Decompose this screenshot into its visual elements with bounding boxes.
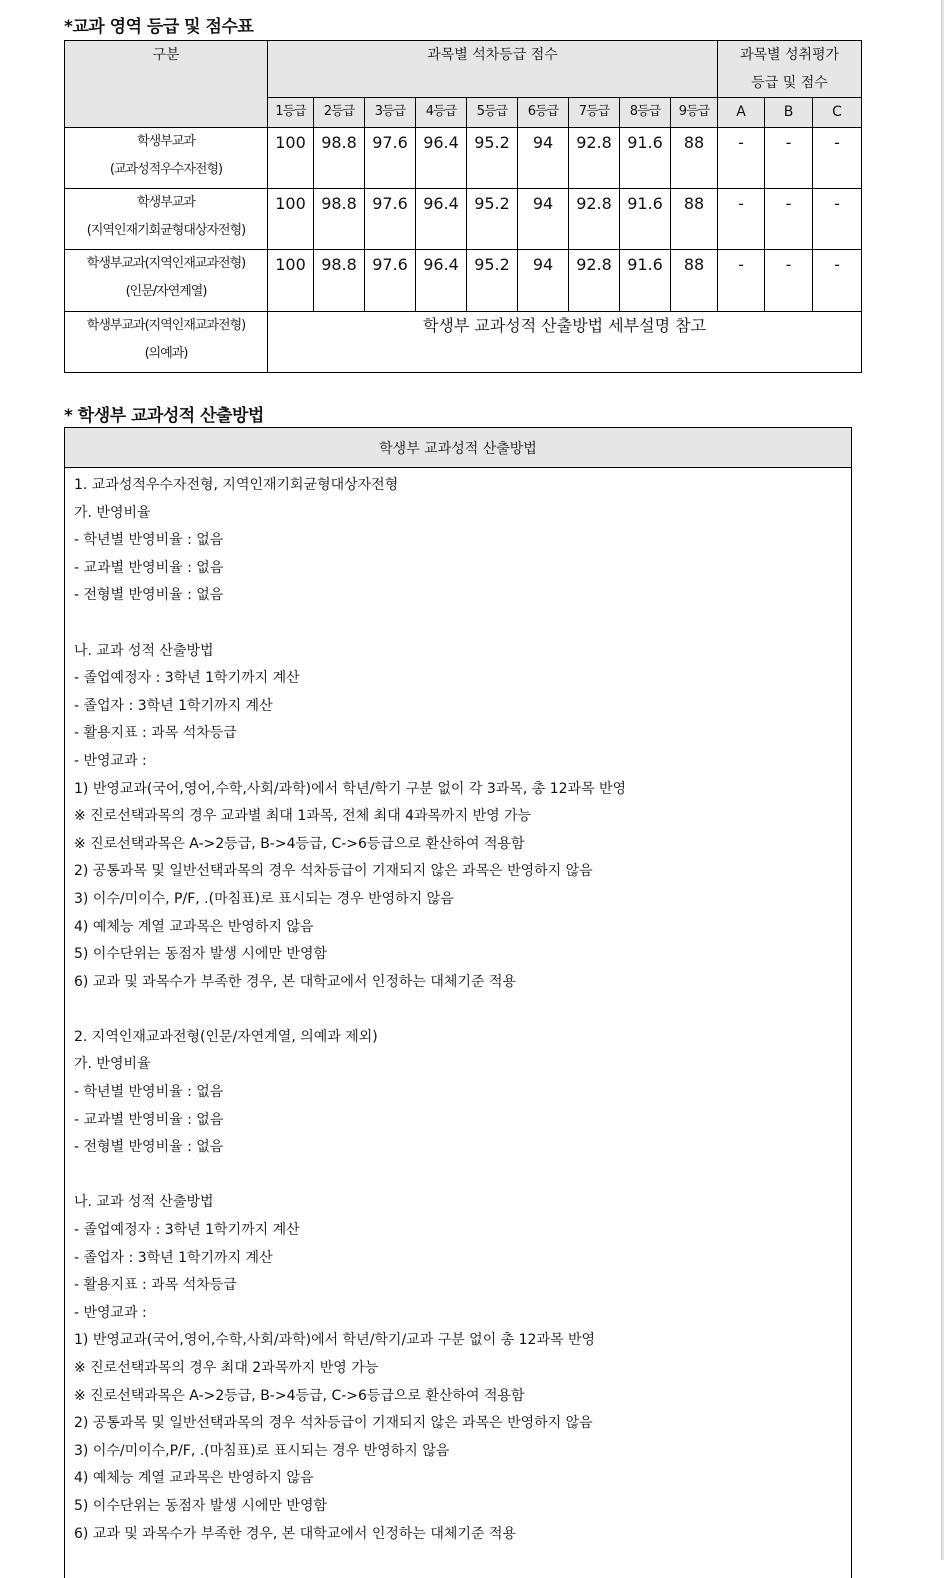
method-line: - 학년별 반영비율 : 없음 (74, 532, 224, 549)
method-line: - 활용지표 : 과목 석차등급 (74, 725, 237, 742)
method-line: - 전형별 반영비율 : 없음 (74, 587, 224, 604)
row-category-name: 학생부교과(지역인재교과전형) (86, 256, 246, 271)
row-category (65, 128, 268, 189)
method-line: - 졸업예정자 : 3학년 1학기까지 계산 (74, 1222, 300, 1239)
method-line: - 활용지표 : 과목 석차등급 (74, 1277, 237, 1294)
grade-score-cell: 91.6 (620, 250, 671, 312)
header-achievement (718, 41, 862, 98)
header-grade: 6등급 (518, 98, 569, 128)
reference-note: 학생부 교과성적 산출방법 세부설명 참고 (268, 312, 862, 373)
table-row (65, 312, 862, 373)
header-grade: 2등급 (314, 98, 365, 128)
header-grade: 9등급 (671, 98, 718, 128)
method-line: 2) 공통과목 및 일반선택과목의 경우 석차등급이 기재되지 않은 과목은 반영하지 않음 (74, 863, 593, 880)
achievement-score-cell: - (813, 128, 862, 189)
header-grade: 7등급 (569, 98, 620, 128)
grade-table-title: *교과 영역 등급 및 점수표 (64, 17, 254, 37)
method-line (74, 1162, 842, 1190)
row-category-sub: (지역인재기회균형대상자전형) (86, 223, 246, 238)
method-title: * 학생부 교과성적 산출방법 (64, 406, 264, 426)
grade-score-cell: 98.8 (314, 250, 365, 312)
method-line: - 교과별 반영비율 : 없음 (74, 559, 224, 576)
grade-score-cell: 88 (671, 128, 718, 189)
grade-score-cell: 100 (268, 128, 314, 189)
method-line: 3) 이수/미이수,P/F, .(마침표)로 표시되는 경우 반영하지 않음 (74, 1442, 450, 1459)
method-line: 가. 반영비율 (74, 504, 151, 521)
method-line: 1) 반영교과(국어,영어,수학,사회/과학)에서 학년/학기/교과 구분 없이 총 12과목 반영 (74, 1332, 596, 1349)
achievement-score-cell: - (718, 250, 765, 312)
achievement-score-cell: - (718, 189, 765, 250)
method-table (64, 427, 852, 1578)
row-category-sub: (의예과) (144, 346, 188, 361)
method-line: 5) 이수단위는 동점자 발생 시에만 반영함 (74, 946, 328, 963)
grade-score-cell: 94 (518, 250, 569, 312)
method-header: 학생부 교과성적 산출방법 (65, 428, 852, 468)
method-line: 3) 이수/미이수, P/F, .(마침표)로 표시되는 경우 반영하지 않음 (74, 890, 454, 907)
grade-score-cell: 100 (268, 189, 314, 250)
table-row (65, 250, 862, 312)
achievement-score-cell: - (765, 189, 813, 250)
grade-score-cell: 95.2 (467, 189, 518, 250)
method-line: 5) 이수단위는 동점자 발생 시에만 반영함 (74, 1497, 328, 1514)
method-content (65, 468, 852, 1578)
header-grade: 4등급 (416, 98, 467, 128)
method-line (74, 610, 842, 638)
row-category-name: 학생부교과 (137, 134, 195, 149)
grade-score-cell: 96.4 (416, 128, 467, 189)
grade-score-cell: 94 (518, 128, 569, 189)
method-line: ※ 진로선택과목은 A->2등급, B->4등급, C->6등급으로 환산하여 적용함 (74, 1387, 525, 1404)
method-line: 6) 교과 및 과목수가 부족한 경우, 본 대학교에서 인정하는 대체기준 적용 (74, 973, 516, 990)
method-line: - 반영교과 : (74, 752, 147, 769)
achievement-score-cell: - (765, 128, 813, 189)
method-line: ※ 진로선택과목의 경우 교과별 최대 1과목, 전체 최대 4과목까지 반영 가능 (74, 808, 532, 825)
grade-score-cell: 96.4 (416, 189, 467, 250)
method-line: 1) 반영교과(국어,영어,수학,사회/과학)에서 학년/학기 구분 없이 각 3과목, 총 12과목 반영 (74, 780, 627, 797)
header-category: 구분 (65, 41, 268, 128)
method-line: - 졸업자 : 3학년 1학기까지 계산 (74, 697, 273, 714)
header-grade: 5등급 (467, 98, 518, 128)
grade-score-table (64, 40, 862, 373)
grade-score-cell: 97.6 (365, 189, 416, 250)
method-line: - 학년별 반영비율 : 없음 (74, 1084, 224, 1101)
method-line: - 반영교과 : (74, 1304, 147, 1321)
method-line: 1. 교과성적우수자전형, 지역인재기회균형대상자전형 (74, 477, 399, 493)
grade-score-cell: 96.4 (416, 250, 467, 312)
table-row (65, 189, 862, 250)
method-line (74, 996, 842, 1024)
method-line: 가. 반영비율 (74, 1056, 151, 1073)
row-category (65, 312, 268, 373)
header-grade: 8등급 (620, 98, 671, 128)
grade-score-cell: 92.8 (569, 250, 620, 312)
header-grade: 3등급 (365, 98, 416, 128)
method-line: 2. 지역인재교과전형(인문/자연계열, 의예과 제외) (74, 1028, 378, 1045)
header-rank-score: 과목별 석차등급 점수 (268, 41, 718, 98)
row-category-name: 학생부교과 (137, 195, 195, 210)
grade-score-cell: 97.6 (365, 128, 416, 189)
grade-score-cell: 88 (671, 250, 718, 312)
method-line: ※ 진로선택과목의 경우 최대 2과목까지 반영 가능 (74, 1360, 379, 1376)
header-achievement-level: C (813, 98, 862, 128)
grade-score-cell: 92.8 (569, 189, 620, 250)
achievement-score-cell: - (765, 250, 813, 312)
method-line: 4) 예체능 계열 교과목은 반영하지 않음 (74, 1470, 314, 1487)
row-category-name: 학생부교과(지역인재교과전형) (86, 318, 246, 333)
header-achievement-line1: 과목별 성취평가 (739, 47, 840, 63)
grade-score-cell: 91.6 (620, 189, 671, 250)
header-achievement-level: B (765, 98, 813, 128)
row-category-sub: (교과성적우수자전형) (109, 162, 223, 177)
achievement-score-cell: - (813, 250, 862, 312)
grade-score-cell: 97.6 (365, 250, 416, 312)
method-line: - 전형별 반영비율 : 없음 (74, 1139, 224, 1156)
grade-score-cell: 95.2 (467, 128, 518, 189)
method-line: 4) 예체능 계열 교과목은 반영하지 않음 (74, 918, 314, 935)
method-line: 나. 교과 성적 산출방법 (74, 1194, 214, 1211)
achievement-score-cell: - (813, 189, 862, 250)
grade-score-cell: 98.8 (314, 189, 365, 250)
header-grade: 1등급 (268, 98, 314, 128)
grade-score-cell: 94 (518, 189, 569, 250)
method-line: - 졸업자 : 3학년 1학기까지 계산 (74, 1249, 273, 1266)
achievement-score-cell: - (718, 128, 765, 189)
header-achievement-line2: 등급 및 점수 (751, 75, 828, 91)
row-category (65, 189, 268, 250)
row-category (65, 250, 268, 312)
grade-score-cell: 100 (268, 250, 314, 312)
method-line: 2) 공통과목 및 일반선택과목의 경우 석차등급이 기재되지 않은 과목은 반영하지 않음 (74, 1415, 593, 1432)
row-category-sub: (인문/자연계열) (125, 284, 207, 299)
grade-score-cell: 98.8 (314, 128, 365, 189)
method-line: - 졸업예정자 : 3학년 1학기까지 계산 (74, 670, 300, 687)
grade-score-cell: 92.8 (569, 128, 620, 189)
method-line: ※ 진로선택과목은 A->2등급, B->4등급, C->6등급으로 환산하여 적용함 (74, 835, 525, 852)
grade-score-cell: 88 (671, 189, 718, 250)
grade-score-cell: 95.2 (467, 250, 518, 312)
method-line: 나. 교과 성적 산출방법 (74, 642, 214, 659)
method-line: - 교과별 반영비율 : 없음 (74, 1111, 224, 1128)
grade-score-cell: 91.6 (620, 128, 671, 189)
table-row (65, 128, 862, 189)
header-achievement-level: A (718, 98, 765, 128)
method-line: 6) 교과 및 과목수가 부족한 경우, 본 대학교에서 인정하는 대체기준 적용 (74, 1525, 516, 1542)
